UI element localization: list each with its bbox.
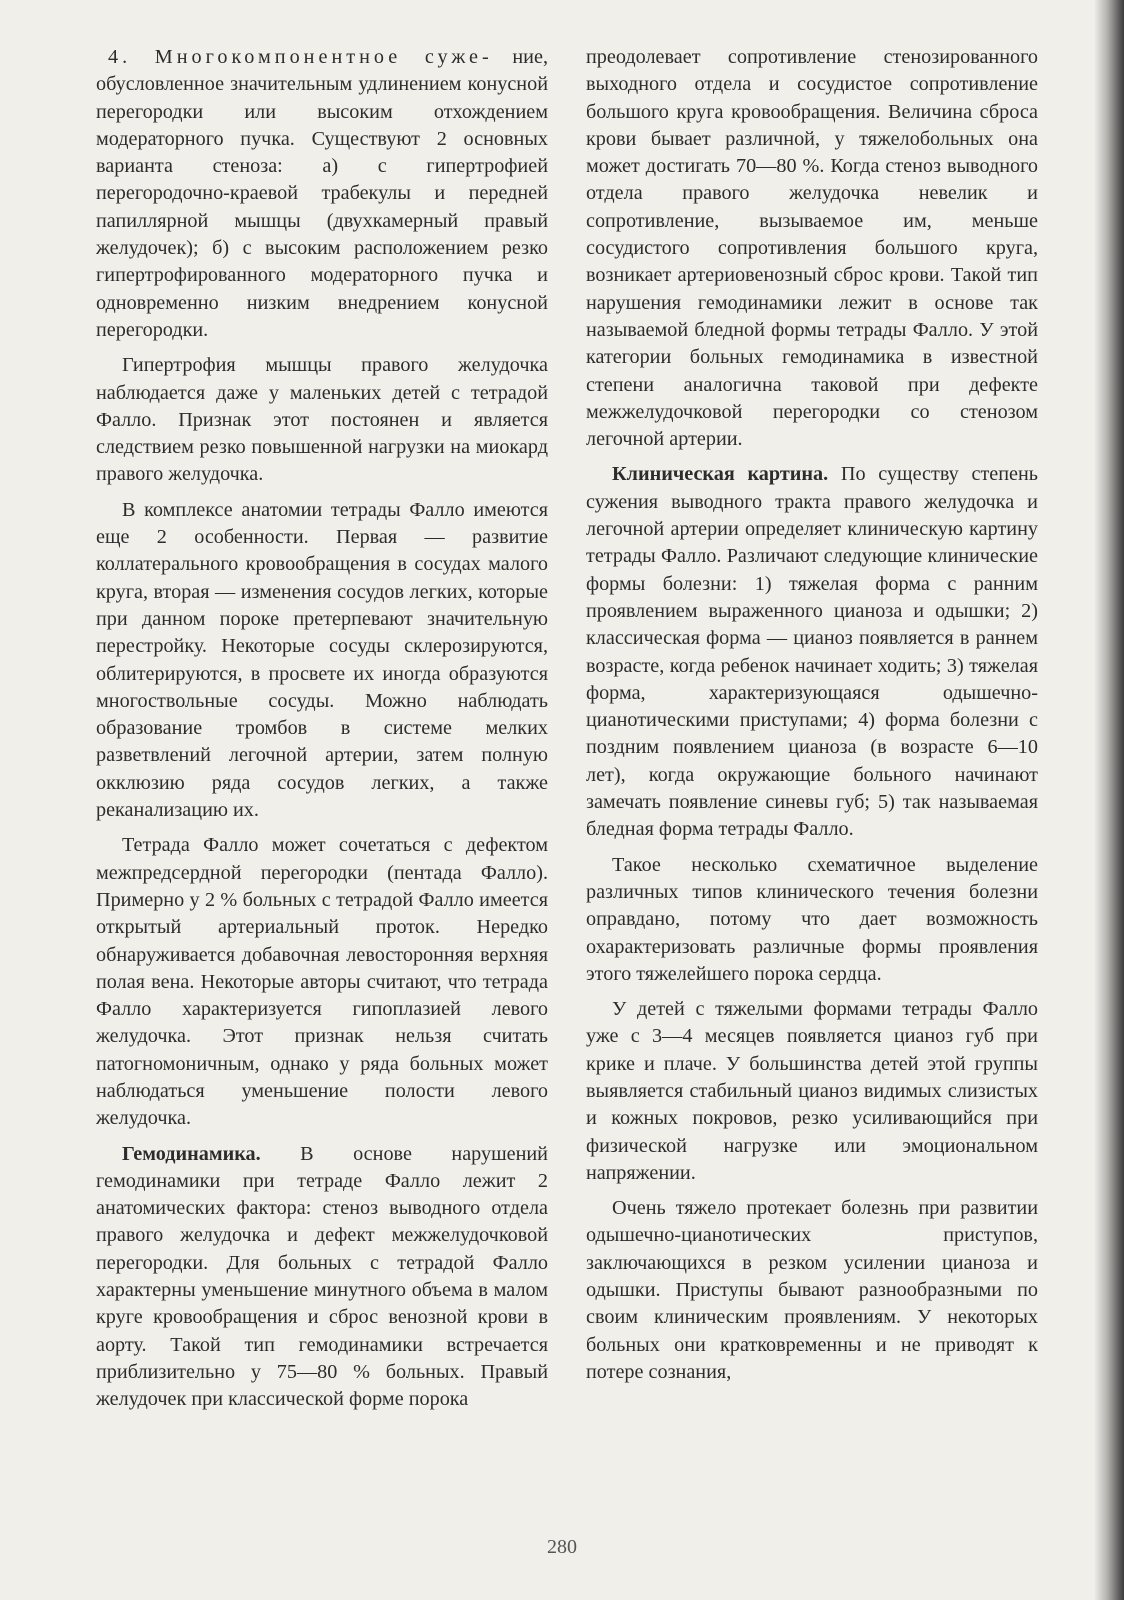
binding-shadow [1094,0,1124,1600]
paragraph-anatomy-features: В комплексе анатомии тетрады Фалло имеются еще 2 особенности. Первая — развитие коллатерального кровообращения в сосудах малого круга, вторая — изменения сосудов легких, которые при данном пороке претерпевают значительную перестройку. Некоторые сосуды склерозируются, облитерируются, в просвете их иногда образуются многоствольные сосуды. Можно наблюдать образование тромбов в системе мелких разветвлений легочной артерии, затем полную окклюзию ряда сосудов легких, а также реканализацию их. [96,498,548,822]
paragraph-clinical-picture [586,461,1038,843]
paragraph-stenosis-type-4 [96,44,548,344]
paragraph-pentad: Тетрада Фалло может сочетаться с дефектом межпредсердной перегородки (пентада Фалло). Примерно у 2 % больных с тетрадой Фалло имеется открытый артериальный проток. Нередко обнаруживается добавочная левосторонняя верхняя полая вена. Некоторые авторы считают, что тетрада Фалло характеризуется гипоплазией левого желудочка. Этот признак нельзя считать патогномоничным, однако у ряда больных может наблюдаться уменьшение полости левого желудочка. [96,834,548,1130]
paragraph-lead-spaced: 4. Многокомпонентное суже- [108,46,493,68]
paragraph-text: По существу степень сужения выводного тракта правого желудочка и легочной артерии определяет клиническую картину тетрады Фалло. Различают следующие клинические формы болезни: 1) тяжелая форма с ранним проявлением выраженного цианоза и одышки; 2) классическая форма — цианоз появляется в раннем возрасте, когда ребенок начинает ходить; 3) тяжелая форма, характеризующаяся одышечно-цианотическими приступами; 4) форма болезни с поздним появлением цианоза (в возрасте 6—10 лет), когда окружающие больного начинают замечать появление синевы губ; 5) так называемая бледная форма тетрады Фалло. [586,463,1038,841]
paragraph-schematic-division: Такое несколько схематичное выделение различных типов клинического течения болезни оправдано, потому что дает возможность охарактеризовать различные формы проявления этого тяжелейшего порока сердца. [586,853,1038,985]
paragraph-text: В основе нарушений гемодинамики при тетраде Фалло лежит 2 анатомических фактора: стеноз выводного отдела правого желудочка и дефект межжелудочковой перегородки. Для больных с тетрадой Фалло характерны уменьшение минутного объема в малом круге кровообращения и сброс венозной крови в аорту. Такой тип гемодинамики встречается приблизительно у 75—80 % больных. Правый желудочек при классической форме порока [96,1142,548,1411]
paragraph-attacks: Очень тяжело протекает болезнь при развитии одышечно-цианотических приступов, заключающихся в резком усилении цианоза и одышки. Приступы бывают разнообразными по своим клиническим проявлениям. У некоторых больных они кратковременны и не приводят к потере сознания, [586,1197,1038,1383]
paragraph-hypertrophy: Гипертрофия мышцы правого желудочка наблюдается даже у маленьких детей с тетрадой Фалло. Признак этот постоянен и является следствием резко повышенной нагрузки на миокард правого желудочка. [96,354,548,486]
paragraph-hemodynamics [96,1141,548,1414]
section-heading-hemodynamics: Гемодинамика. [122,1142,261,1165]
right-column [586,44,1038,1524]
left-column [96,44,548,1524]
section-heading-clinical-picture: Клиническая картина. [612,463,829,486]
paragraph-continuation: преодолевает сопротивление стенозированного выходного отдела и сосудистое сопротивление большого круга кровообращения. Величина сброса крови бывает различной, у тяжелобольных она может достигать 70—80 %. Когда стеноз выводного отдела правого желудочка невелик и сопротивление, вызываемое им, меньше сосудистого сопротивления большого круга, возникает артериовенозный сброс крови. Такой тип нарушения гемодинамики лежит в основе так называемой бледной формы тетрады Фалло. У этой категории больных гемодинамика в известной степени аналогична таковой при дефекте межжелудочковой перегородки со стенозом легочной артерии. [586,46,1038,451]
paragraph-severe-forms: У детей с тяжелыми формами тетрады Фалло уже с 3—4 месяцев появляется цианоз губ при крике и плаче. У большинства детей этой группы выявляется стабильный цианоз видимых слизистых и кожных покровов, резко усиливающийся при физической нагрузке или эмоциональном напряжении. [586,998,1038,1184]
page-number: 280 [547,1536,577,1558]
paragraph-text: ние, обусловленное значительным удлинением конусной перегородки или высоким отхождением модераторного пучка. Существуют 2 основных варианта стеноза: а) с гипертрофией перегородочно-краевой трабекулы и передней папиллярной мышцы (двухкамерный правый желудочек); б) с высоким расположением резко гипертрофированного модераторного пучка и одновременно низким внедрением конусной перегородки. [96,46,548,341]
